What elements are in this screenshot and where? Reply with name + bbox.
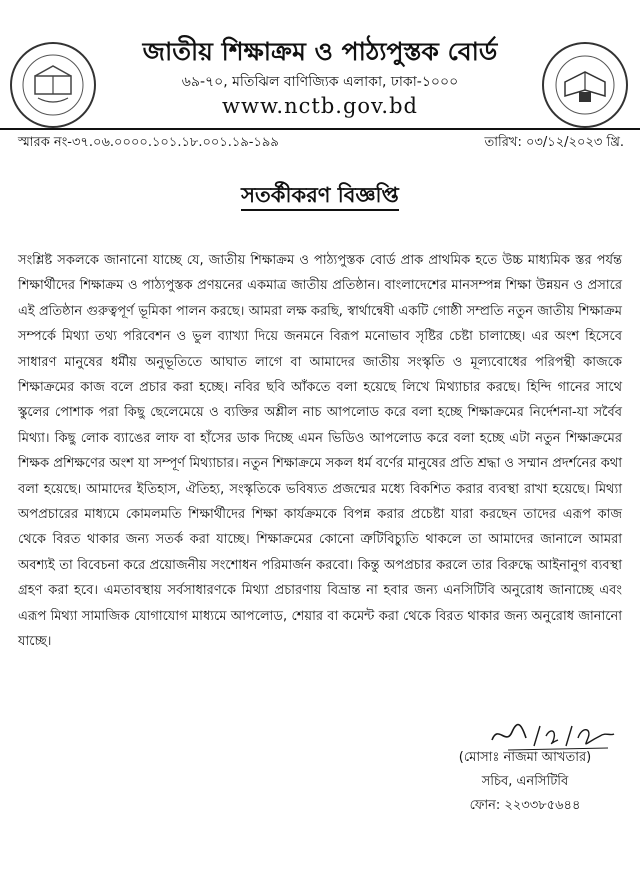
org-address: ৬৯-৭০, মতিঝিল বাণিজ্যিক এলাকা, ঢাকা-১০০০ (181, 74, 459, 90)
nctb-seal-right (540, 40, 630, 130)
nctb-seal-left (8, 40, 98, 130)
org-website: www.nctb.gov.bd (222, 94, 418, 118)
header-divider (0, 128, 640, 130)
notice-title-wrap (0, 182, 640, 211)
seal-emblem-right-icon (540, 40, 630, 130)
signatory-phone: ফোন: ২২৩৩৮৫৬৪৪ (469, 798, 581, 813)
notice-body: সংশ্লিষ্ট সকলকে জানানো যাচ্ছে যে, জাতীয় শিক্ষাক্রম ও পাঠ্যপুস্তক বোর্ড প্রাক প্রাথমিক হতে উচ্চ মাধ্যমিক স্তর পর্যন্ত শিক্ষার্থীদের শিক্ষাক্রম ও পাঠ্যপুস্তক প্রণয়নের একমাত্র জাতীয় প্রতিষ্ঠান। বাংলাদেশের মানসম্পন্ন শিক্ষা উন্নয়ন ও প্রসারে এই প্রতিষ্ঠান গুরুত্বপূর্ণ ভূমিকা পালন করছে। আমরা লক্ষ করছি, স্বার্থান্বেষী একটি গোষ্ঠী সম্প্রতি নতুন জাতীয় শিক্ষাক্রম সম্পর্কে মিথ্যা তথ্য পরিবেশন ও ভুল ব্যাখ্যা দিয়ে জনমনে বিরূপ মনোভাব সৃষ্টির চেষ্টা চালাচ্ছে। এর অংশ হিসেবে সাধারণ মানুষের ধর্মীয় অনুভূতিতে আঘাত লাগে বা আমাদের জাতীয় সংস্কৃতি ও মূল্যবোধের পরিপন্থী কাজকে শিক্ষাক্রমের কাজ বলে প্রচার করা হচ্ছে। নবির ছবি আঁকতে বলা হয়েছে লিখে মিথ্যাচার করছে। হিন্দি গানের সাথে স্কুলের পোশাক পরা কিছু ছেলেমেয়ে ও ব্যক্তির অশ্লীল নাচ আপলোড করে বলা হচ্ছে শিক্ষাক্রমের নির্দেশনা-যা সর্বৈব মিথ্যা। কিছু লোক ব্যাঙের লাফ বা হাঁসের ডাক দিচ্ছে এমন ভিডিও আপলোড করে বলা হচ্ছে এটা নতুন শিক্ষাক্রমের শিক্ষক প্রশিক্ষণের অংশ যা সম্পূর্ণ মিথ্যাচার। নতুন শিক্ষাক্রমে সকল ধর্ম বর্ণের মানুষের প্রতি শ্রদ্ধা ও সম্মান প্রদর্শনের কথা বলা হয়েছে। আমাদের ইতিহাস, ঐতিহ্য, সংস্কৃতিকে ভবিষ্যত প্রজন্মের মধ্যে বিকশিত করার ব্যবস্থা রাখা হয়েছে। মিথ্যা অপপ্রচারের মাধ্যমে কোমলমতি শিক্ষার্থীদের শিক্ষা কার্যক্রমকে বিপন্ন করার প্রচেষ্টা যারা করছেন তাদের এরূপ কাজ থেকে বিরত থাকার জন্য সতর্ক করা যাচ্ছে। শিক্ষাক্রমের কোনো ত্রুটিবিচ্যুতি থাকলে তা আমাদের জানালে আমরা অবশ্যই তা বিবেচনা করে প্রয়োজনীয় সংশোধন পরিমার্জন করবো। কিন্তু অপপ্রচার করলে তার বিরুদ্ধে আইনানুগ ব্যবস্থা গ্রহণ করা হবে। এমতাবস্থায় সর্বসাধারণকে মিথ্যা প্রচারণায় বিভ্রান্ত না হবার জন্য এনসিটিবি অনুরোধ জানাচ্ছে এবং এরূপ মিথ্যা সামাজিক যোগাযোগ মাধ্যমে আপলোড, শেয়ার বা কমেন্ট করা থেকে বিরত থাকার জন্য অনুরোধ জানানো যাচ্ছে। (18, 253, 622, 650)
signatory-name: (মোসাঃ নাজমা আখতার) (458, 750, 592, 765)
signatory-block (420, 746, 630, 818)
seal-emblem-left-icon (8, 40, 98, 130)
notice-title: সতর্কীকরণ বিজ্ঞপ্তি (241, 182, 399, 211)
memo-reference: স্মারক নং-৩৭.০৬.০০০০.১০১.১৮.০০১.১৯-১৯৯ (18, 135, 279, 150)
org-name: জাতীয় শিক্ষাক্রম ও পাঠ্যপুস্তক বোর্ড (142, 37, 498, 66)
signatory-designation: সচিব, এনসিটিবি (481, 774, 569, 789)
memo-date: তারিখ: ০৩/১২/২০২৩ খ্রি. (484, 135, 624, 150)
